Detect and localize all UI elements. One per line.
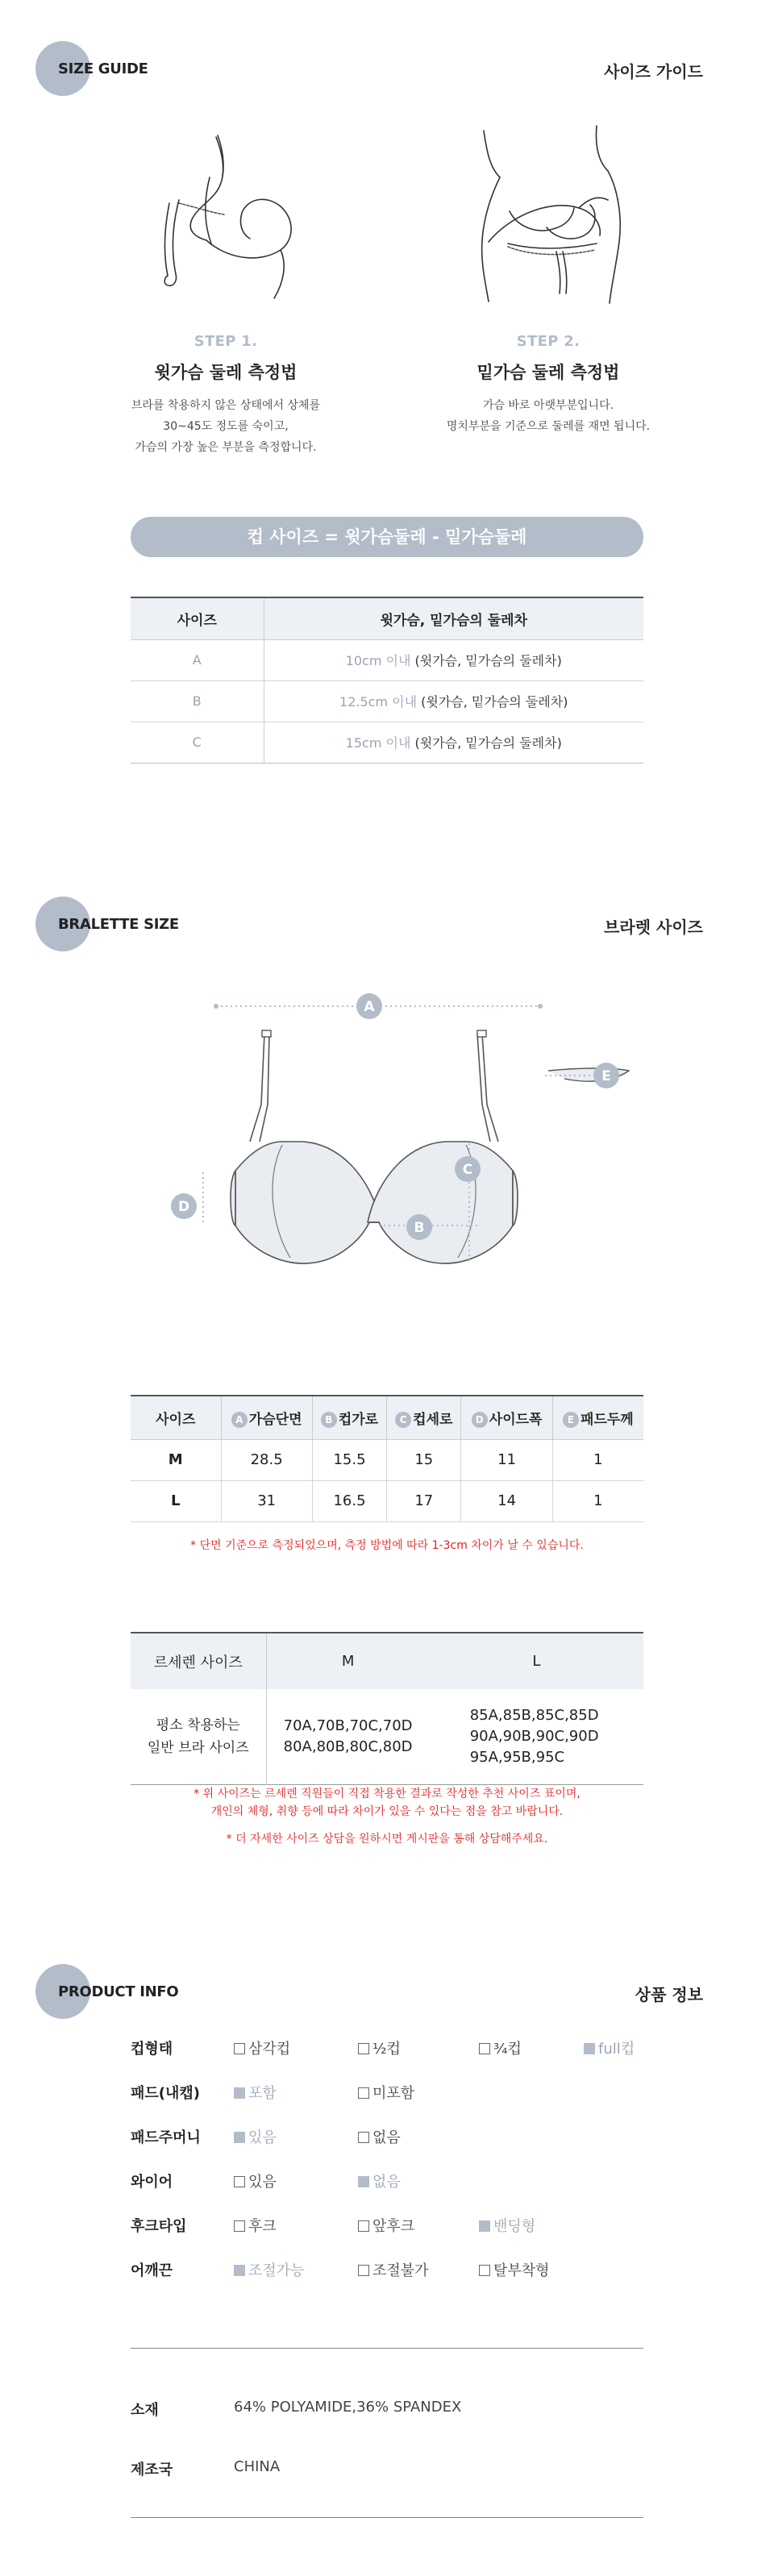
badge-d: D	[472, 1412, 488, 1428]
size-list-line: 95A,95B,95C	[469, 1748, 565, 1766]
marker-b-label: B	[414, 1220, 425, 1236]
step2-description	[387, 395, 710, 437]
table-row	[131, 680, 643, 722]
product-option	[358, 2082, 414, 2103]
product-info-row	[131, 2213, 695, 2236]
product-option	[358, 2215, 414, 2236]
step1-desc-line: 30~45도 정도를 숙이고,	[163, 420, 289, 433]
diff-value: 12.5cm 이내	[339, 694, 418, 710]
right-cup	[368, 1142, 513, 1263]
empty-box-icon	[358, 2265, 369, 2276]
diff-value: 15cm 이내	[345, 735, 411, 751]
product-option	[358, 2037, 401, 2058]
bralette-measure-table	[131, 1395, 643, 1522]
product-option	[358, 2126, 401, 2147]
table-cell: M	[131, 1439, 221, 1480]
size-guide-title-en: SIZE GUIDE	[58, 60, 148, 77]
option-label: 삼각컵	[248, 2041, 291, 2058]
bralette-title-en: BRALETTE SIZE	[58, 916, 179, 933]
step1-body-illustration	[129, 129, 306, 306]
size-guide-title-ko: 사이즈 가이드	[604, 62, 703, 81]
step1-desc-line: 브라를 착용하지 않은 상태에서 상체를	[131, 399, 321, 412]
size-list-line: 80A,80B,80C,80D	[283, 1737, 413, 1755]
size-list-line: 70A,70B,70C,70D	[283, 1717, 413, 1734]
material-label: 소재	[131, 2402, 159, 2419]
step2-number: STEP 2.	[516, 333, 580, 350]
option-label: 탈부착형	[493, 2262, 550, 2279]
badge-e: E	[563, 1412, 579, 1428]
product-info-title-en: PRODUCT INFO	[58, 1983, 179, 2000]
table-header: 사이즈	[131, 597, 264, 639]
product-option	[479, 2037, 522, 2058]
origin-label: 제조국	[131, 2462, 173, 2478]
table-header: 르세렌 사이즈	[131, 1633, 266, 1689]
table-cell: 15	[387, 1439, 461, 1480]
table-cell: 1	[552, 1480, 643, 1521]
product-info-label: 와이어	[131, 2174, 173, 2191]
empty-box-icon	[358, 2043, 369, 2054]
product-info-row	[131, 2036, 695, 2058]
product-option	[234, 2126, 277, 2147]
marker-e-label: E	[601, 1068, 611, 1084]
cup-size-formula: 컵 사이즈 = 윗가슴둘레 - 밑가슴둘레	[131, 517, 643, 557]
measure-note: * 단면 기준으로 측정되었으며, 측정 방법에 따라 1-3cm 차이가 날 수 있습니다.	[190, 1539, 584, 1552]
table-row	[131, 1439, 643, 1480]
step2-desc-line: 명치부분을 기준으로 둘레를 재면 됩니다.	[446, 420, 651, 433]
header-label: 컵가로	[338, 1411, 379, 1428]
product-info-label: 패드(내캡)	[131, 2085, 201, 2102]
product-option	[234, 2259, 305, 2280]
option-label: ¾컵	[493, 2041, 522, 2058]
step2-block	[387, 333, 710, 437]
bralette-size-header	[0, 892, 774, 956]
option-label: full컵	[598, 2041, 635, 2058]
material-value: 64% POLYAMIDE,36% SPANDEX	[234, 2399, 462, 2416]
table-header: 윗가슴, 밑가슴의 둘레차	[264, 597, 643, 639]
table-row	[131, 1480, 643, 1521]
conversion-notes	[0, 1785, 774, 1848]
note-line: * 더 자세한 사이즈 상담을 원하시면 게시판을 통해 상담해주세요.	[226, 1833, 548, 1846]
product-option	[358, 2170, 401, 2191]
marker-a-label: A	[364, 999, 375, 1015]
product-info-label: 후크타입	[131, 2218, 187, 2235]
size-conversion-table	[131, 1632, 643, 1785]
header-label: 패드두께	[580, 1411, 634, 1428]
divider	[131, 2517, 643, 2518]
checked-box-icon	[479, 2220, 490, 2232]
table-cell	[264, 680, 643, 722]
table-cell	[131, 1689, 266, 1784]
badge-a: A	[231, 1412, 248, 1428]
option-label: ½컵	[372, 2041, 401, 2058]
dimension-end	[214, 1004, 218, 1009]
bralette-title-ko: 브라렛 사이즈	[604, 918, 703, 937]
product-info-label: 컵형태	[131, 2041, 173, 2058]
checked-box-icon	[234, 2265, 245, 2276]
size-list-line: 85A,85B,85C,85D	[469, 1706, 599, 1724]
empty-box-icon	[234, 2043, 245, 2054]
diff-note: (윗가슴, 밑가슴의 둘레차)	[417, 694, 568, 710]
table-row	[131, 722, 643, 763]
option-label: 없음	[372, 2174, 401, 2191]
option-label: 미포함	[372, 2085, 415, 2102]
size-guide-header	[0, 36, 774, 101]
option-label: 있음	[248, 2174, 277, 2191]
header-label: 사이드폭	[489, 1411, 543, 1428]
table-cell	[264, 639, 643, 680]
empty-box-icon	[479, 2265, 490, 2276]
table-row	[131, 1689, 643, 1784]
bralette-diagram	[161, 984, 661, 1298]
marker-d-label: D	[177, 1199, 190, 1215]
product-info-label: 패드주머니	[131, 2129, 201, 2146]
checked-box-icon	[234, 2132, 245, 2143]
checked-box-icon	[358, 2176, 369, 2187]
diff-note: (윗가슴, 밑가슴의 둘레차)	[410, 735, 562, 751]
note-line: 개인의 체형, 취향 등에 따라 차이가 있을 수 있다는 점을 참고 바랍니다.	[210, 1805, 564, 1818]
table-header	[461, 1396, 552, 1439]
table-header	[387, 1396, 461, 1439]
left-cup	[235, 1142, 381, 1263]
table-header-row	[131, 1396, 643, 1439]
step1-title: 윗가슴 둘레 측정법	[154, 363, 298, 382]
table-cell	[266, 1689, 430, 1784]
option-label: 밴딩형	[493, 2218, 536, 2235]
product-info-row	[131, 2258, 695, 2280]
product-info-header	[0, 1959, 774, 2024]
product-info-label: 어깨끈	[131, 2262, 173, 2279]
product-option	[584, 2037, 635, 2058]
product-option	[234, 2082, 277, 2103]
product-info-row	[131, 2124, 695, 2147]
table-cell: 1	[552, 1439, 643, 1480]
table-header: 사이즈	[131, 1396, 221, 1439]
product-option	[234, 2170, 277, 2191]
row-label-line: 평소 착용하는	[156, 1717, 240, 1733]
product-option	[479, 2259, 550, 2280]
badge-b: B	[321, 1412, 337, 1428]
table-cell: 15.5	[312, 1439, 386, 1480]
diff-note: (윗가슴, 밑가슴의 둘레차)	[410, 653, 562, 668]
option-label: 조절가능	[248, 2262, 305, 2279]
step1-block	[64, 333, 387, 458]
empty-box-icon	[358, 2087, 369, 2099]
option-label: 후크	[248, 2218, 277, 2235]
table-cell: 11	[461, 1439, 552, 1480]
product-info-row	[131, 2080, 695, 2103]
table-cell: C	[131, 722, 264, 763]
empty-box-icon	[358, 2132, 369, 2143]
table-cell: 14	[461, 1480, 552, 1521]
step2-title: 밑가슴 둘레 측정법	[476, 363, 620, 382]
dimension-end	[538, 1004, 543, 1009]
product-info-title-ko: 상품 정보	[635, 1985, 703, 2004]
cup-size-table	[131, 597, 643, 764]
table-cell: A	[131, 639, 264, 680]
table-header	[312, 1396, 386, 1439]
step2-body-illustration	[460, 121, 645, 306]
badge-c: C	[395, 1412, 411, 1428]
step1-description	[64, 395, 387, 458]
empty-box-icon	[234, 2220, 245, 2232]
option-label: 앞후크	[372, 2218, 415, 2235]
option-label: 포함	[248, 2085, 277, 2102]
table-cell: B	[131, 680, 264, 722]
product-option	[234, 2215, 277, 2236]
table-cell	[264, 722, 643, 763]
marker-c-label: C	[462, 1162, 473, 1178]
table-cell: 16.5	[312, 1480, 386, 1521]
header-label: 컵세로	[413, 1411, 453, 1428]
diff-value: 10cm 이내	[345, 653, 411, 668]
table-header: M	[266, 1633, 430, 1689]
table-header	[221, 1396, 312, 1439]
checked-box-icon	[234, 2087, 245, 2099]
note-line: * 위 사이즈는 르세렌 직원들이 직접 착용한 결과로 작성한 추천 사이즈 표이며,	[194, 1787, 580, 1800]
table-row	[131, 639, 643, 680]
size-list-line: 90A,90B,90C,90D	[469, 1727, 599, 1745]
option-label: 없음	[372, 2129, 401, 2146]
table-cell: 31	[221, 1480, 312, 1521]
checked-box-icon	[584, 2043, 595, 2054]
header-label: 가슴단면	[248, 1411, 302, 1428]
table-cell: L	[131, 1480, 221, 1521]
product-option	[234, 2037, 290, 2058]
table-header-row	[131, 597, 643, 639]
product-option	[479, 2215, 535, 2236]
divider	[131, 2348, 643, 2349]
table-header	[552, 1396, 643, 1439]
table-cell: 17	[387, 1480, 461, 1521]
step2-desc-line: 가슴 바로 아랫부분입니다.	[482, 399, 614, 412]
option-label: 조절불가	[372, 2262, 429, 2279]
product-option	[358, 2259, 429, 2280]
step1-number: STEP 1.	[194, 333, 258, 350]
empty-box-icon	[358, 2220, 369, 2232]
option-label: 있음	[248, 2129, 277, 2146]
empty-box-icon	[479, 2043, 490, 2054]
empty-box-icon	[234, 2176, 245, 2187]
product-info-row	[131, 2169, 695, 2191]
row-label-line: 일반 브라 사이즈	[147, 1739, 249, 1756]
table-cell	[430, 1689, 643, 1784]
table-cell: 28.5	[221, 1439, 312, 1480]
table-header-row	[131, 1633, 643, 1689]
step1-desc-line: 가슴의 가장 높은 부분을 측정합니다.	[135, 441, 317, 454]
table-header: L	[430, 1633, 643, 1689]
origin-value: CHINA	[234, 2458, 281, 2475]
